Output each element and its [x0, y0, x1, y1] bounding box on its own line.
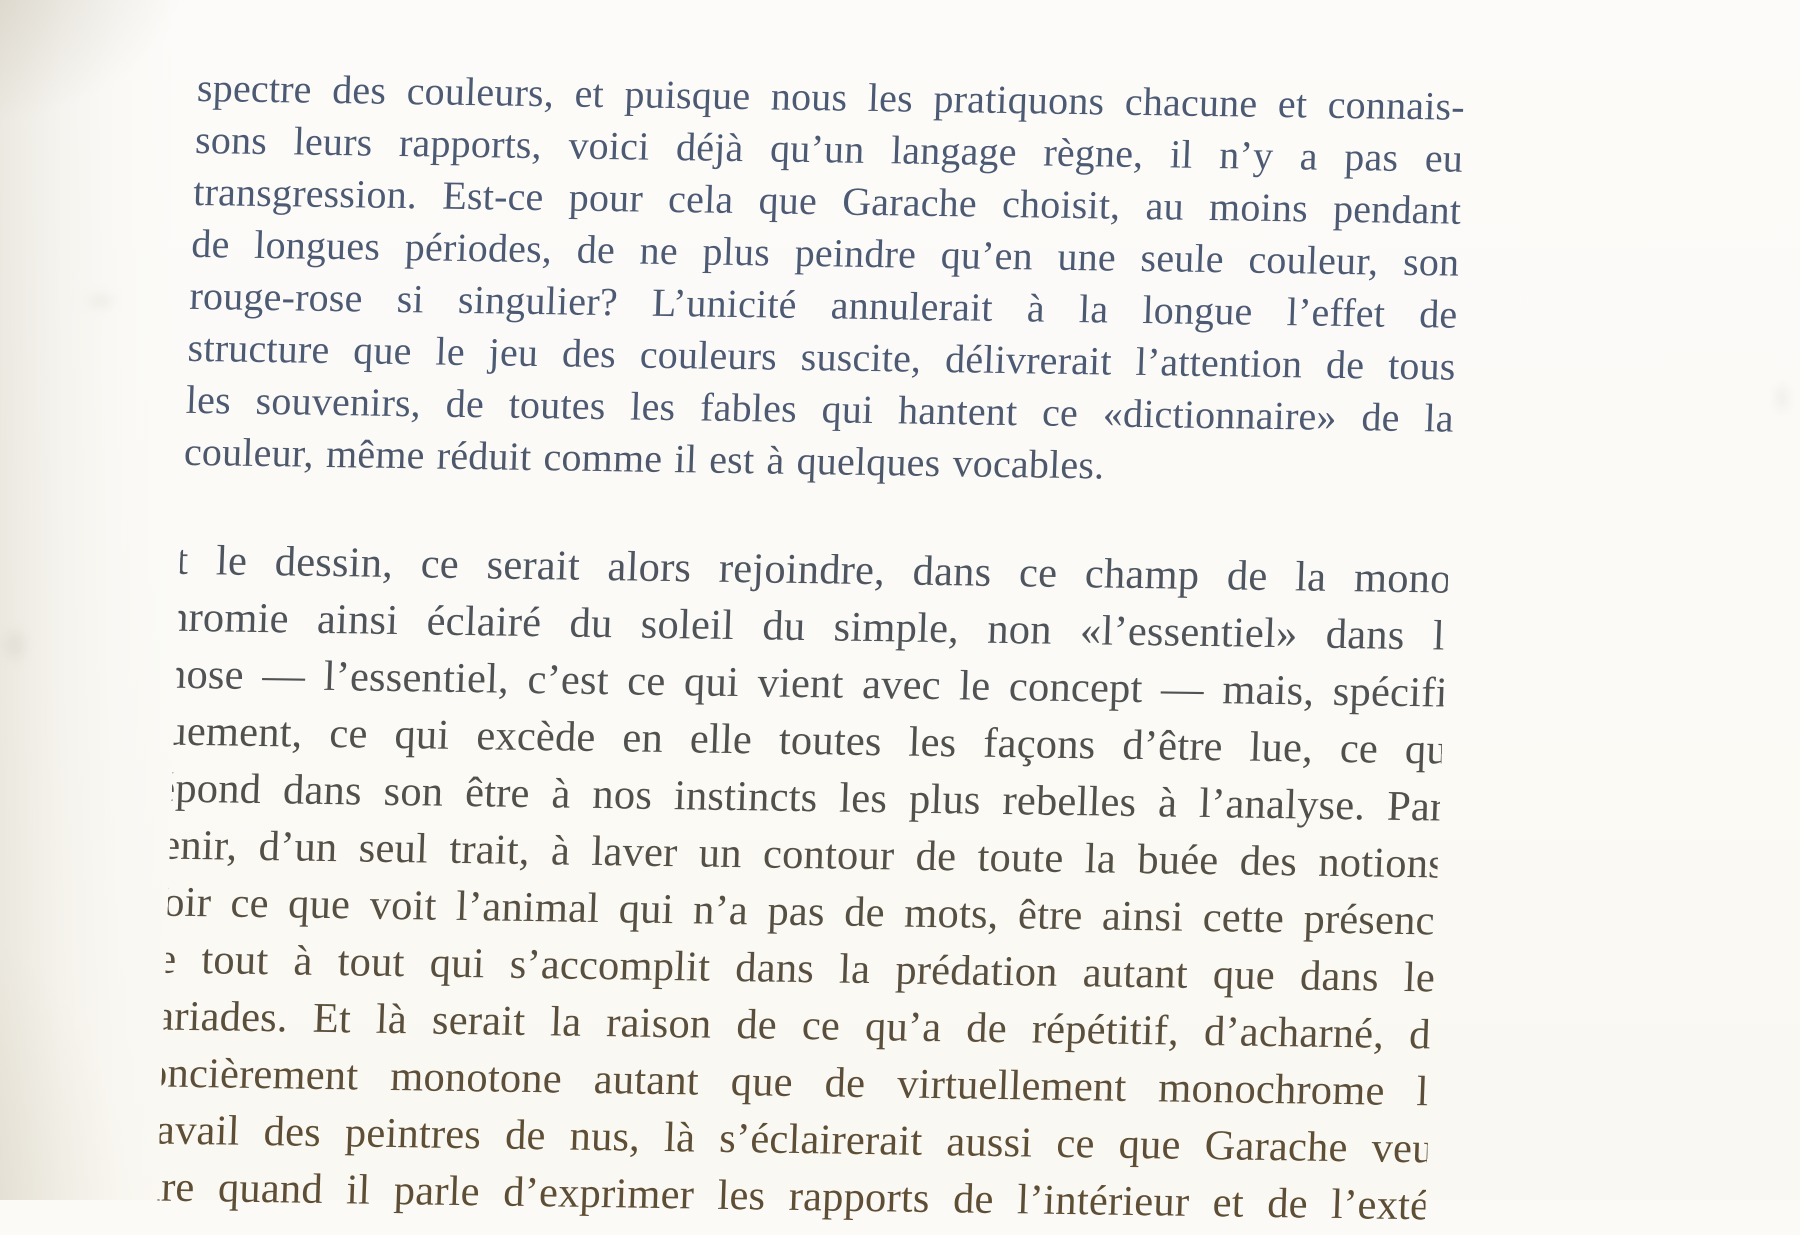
text-line: chromie ainsi éclairé du soleil du simple, non «l’essentiel» dans la — [147, 593, 1465, 660]
text-line: répond dans son être à nos instincts les plus rebelles à l’analyse. Par- — [141, 764, 1459, 831]
text-line: Voir ce que voit l’animal qui n’a pas de mots, être ainsi cette présence — [137, 878, 1455, 945]
scan-smudge — [88, 296, 114, 306]
text-line: dire quand il parle d’exprimer les rapports de l’intérieur et de l’exté- — [126, 1163, 1445, 1230]
scan-smudge — [6, 632, 24, 658]
text-line: spectre des couleurs, et puisque nous les pratiquons chacune et connais- — [196, 64, 1466, 129]
text-line: travail des peintres de nus, là s’éclairerait aussi ce que Garache veut — [128, 1106, 1447, 1173]
text-line: pariades. Et là serait la raison de ce qu’a de répétitif, d’acharné, de — [133, 992, 1451, 1059]
paragraph — [127, 531, 1467, 1234]
text-line: couleur, même réduit comme il est à quelques vocables. — [183, 428, 1106, 488]
text-line: Et le dessin, ce serait alors rejoindre, dans ce champ de la mono- — [149, 536, 1467, 603]
text-line: structure que le jeu des couleurs suscite, délivrerait l’attention de tous — [186, 324, 1457, 389]
text-line: quement, ce qui excède en elle toutes les façons d’être lue, ce qui — [143, 707, 1461, 774]
scan-smudge — [1778, 385, 1786, 411]
text-line: transgression. Est-ce pour cela que Garache choisit, au moins pendant — [192, 168, 1463, 233]
text-line: rouge-rose si singulier? L’unicité annulerait à la longue l’effet de — [188, 272, 1459, 337]
text-block — [126, 62, 1467, 1234]
text-line: de tout à tout qui s’accomplit dans la prédation autant que dans les — [135, 935, 1453, 1002]
text-line: venir, d’un seul trait, à laver un contour de toute la buée des notions. — [139, 821, 1457, 888]
text-line: foncièrement monotone autant que de virtuellement monochrome le — [130, 1049, 1449, 1116]
text-line: de longues périodes, de ne plus peindre qu’en une seule couleur, son — [190, 220, 1461, 285]
text-line: sons leurs rapports, voici déjà qu’un langage règne, il n’y a pas eu — [194, 116, 1464, 181]
paragraph — [183, 62, 1466, 497]
text-line: chose — l’essentiel, c’est ce qui vient avec le concept — mais, spécifi- — [145, 650, 1463, 717]
text-line: les souvenirs, de toutes les fables qui hantent ce «dictionnaire» de la — [185, 376, 1455, 441]
